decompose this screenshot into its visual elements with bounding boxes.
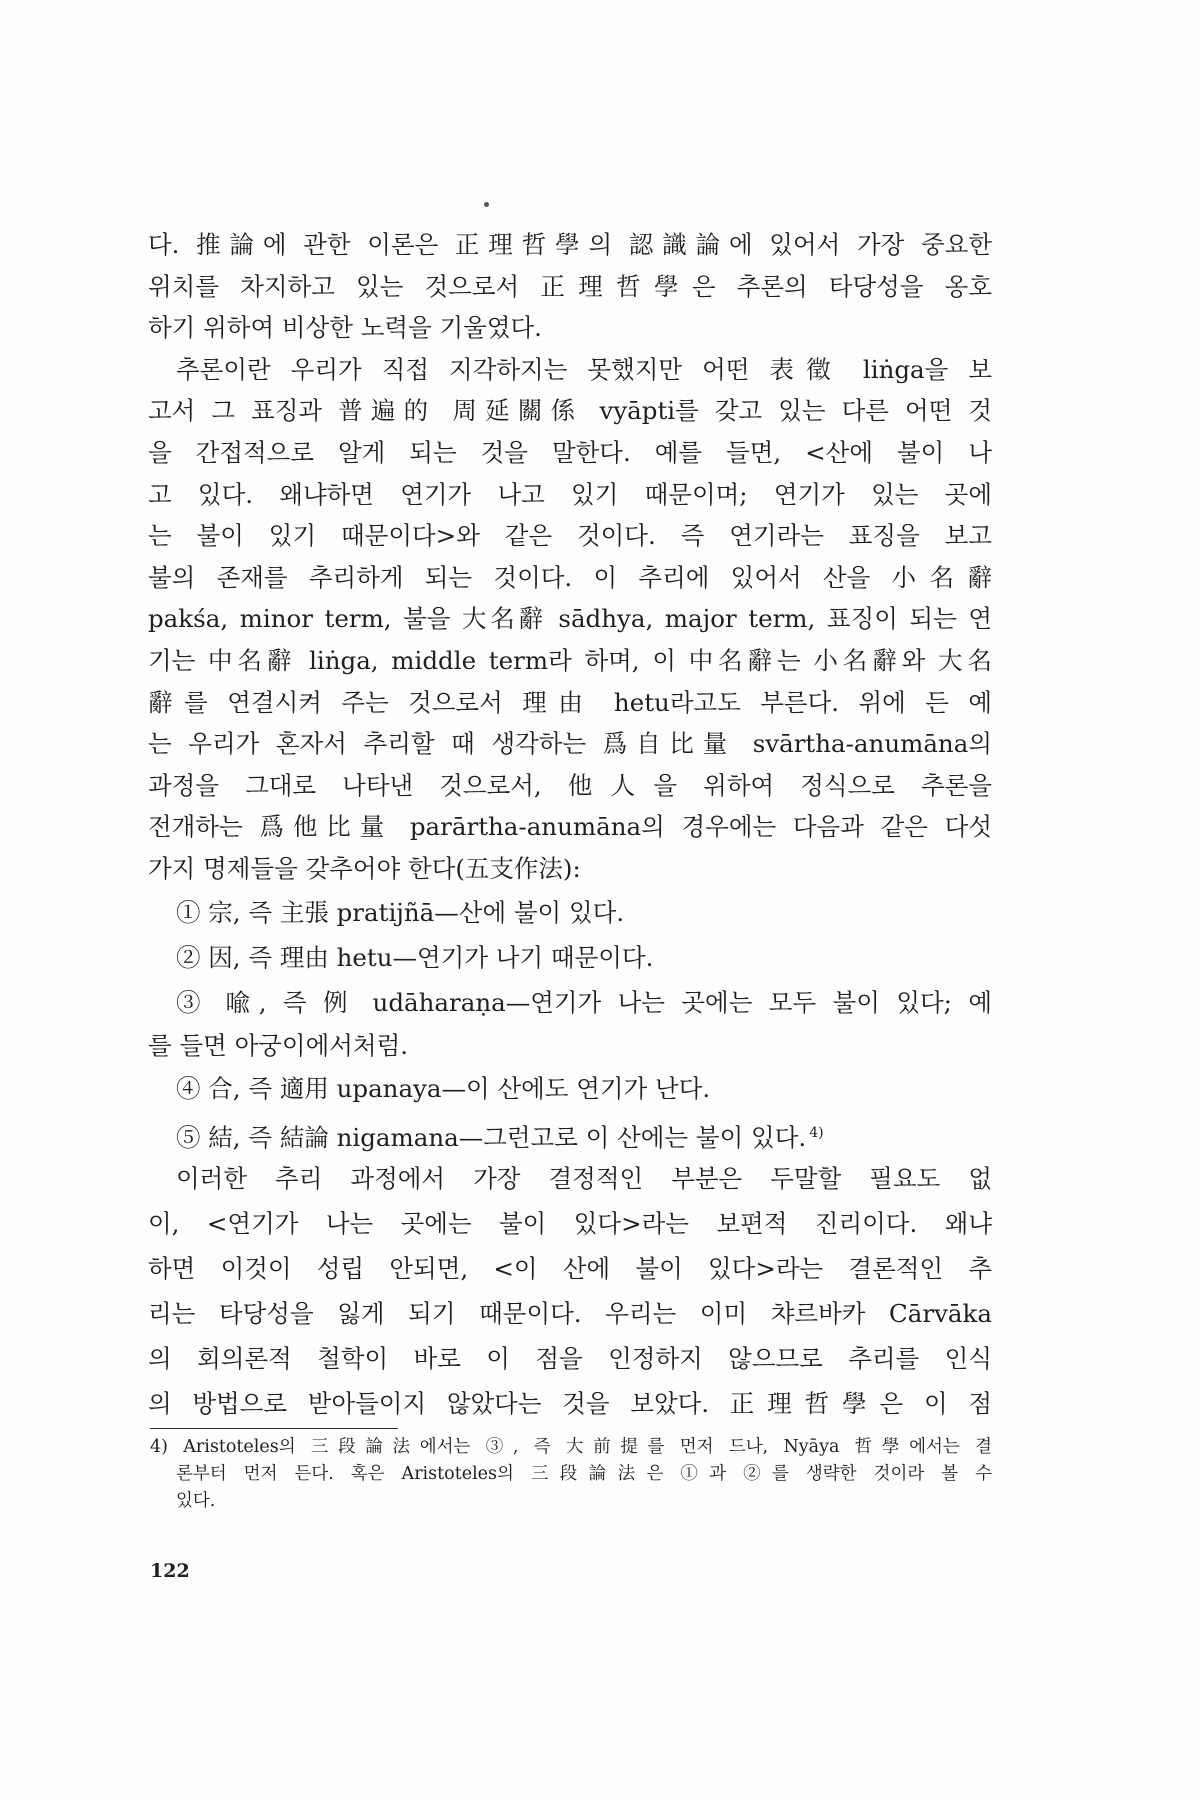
syllogism-step-5-text: ⑤ 結, 즉 結論 nigamana—그런고로 이 산에는 불이 있다. <box>176 1122 807 1152</box>
footnote-ref[interactable]: 4) <box>809 1124 824 1141</box>
footnote-line: 있다. <box>176 1491 216 1511</box>
text-line: 이, <연기가 나는 곳에는 불이 있다>라는 보편적 진리이다. 왜냐 <box>148 1208 992 1238</box>
text-line: 辭를 연결시켜 주는 것으로서 理由 hetu라고도 부른다. 위에 든 예 <box>148 687 992 717</box>
text-line: 리는 타당성을 잃게 되기 때문이다. 우리는 이미 챠르바카 Cārvāka <box>148 1298 992 1328</box>
syllogism-step-3-cont: 를 들면 아궁이에서처럼. <box>148 1030 409 1060</box>
text-line: 과정을 그대로 나타낸 것으로서, 他人을 위하여 정식으로 추론을 <box>148 770 992 800</box>
text-line: pakśa, minor term, 불을 大名辭 sādhya, major term, 표징이 되는 연 <box>148 604 992 634</box>
footnote-line: 론부터 먼저 든다. 혹은 Aristoteles의 三段論法은 ①과 ②를 생략한 것이라 볼 수 <box>176 1464 992 1484</box>
printer-mark <box>484 202 489 207</box>
text-line: 고 있다. 왜냐하면 연기가 나고 있기 때문이며; 연기가 있는 곳에 <box>148 479 992 509</box>
text-line: 추론이란 우리가 직접 지각하지는 못했지만 어떤 表徵 liṅga을 보 <box>176 354 992 384</box>
footnote-line: 4) Aristoteles의 三段論法에서는 ③, 즉 大前提를 먼저 드나, Nyāya 哲學에서는 결 <box>150 1437 992 1457</box>
text-line: 위치를 차지하고 있는 것으로서 正理哲學은 추론의 타당성을 옹호 <box>148 271 992 301</box>
syllogism-step-1: ① 宗, 즉 主張 pratijñā—산에 불이 있다. <box>176 897 625 927</box>
text-line: 불의 존재를 추리하게 되는 것이다. 이 추리에 있어서 산을 小名辭 <box>148 562 992 592</box>
syllogism-step-5 <box>148 1111 992 1156</box>
syllogism-step-4: ④ 合, 즉 適用 upanaya—이 산에도 연기가 난다. <box>176 1073 711 1103</box>
main-text <box>148 224 992 1426</box>
text-line: 하기 위하여 비상한 노력을 기울였다. <box>148 313 542 343</box>
text-line: 의 방법으로 받아들이지 않았다는 것을 보았다. 正理哲學은 이 점 <box>148 1388 992 1418</box>
text-line: 을 간접적으로 알게 되는 것을 말한다. 예를 들면, <산에 불이 나 <box>148 437 992 467</box>
text-line: 이러한 추리 과정에서 가장 결정적인 부분은 두말할 필요도 없 <box>176 1163 992 1193</box>
footnote-divider <box>150 1428 398 1429</box>
text-line: 하면 이것이 성립 안되면, <이 산에 불이 있다>라는 결론적인 추 <box>148 1253 992 1283</box>
syllogism-step-3: ③ 喩, 즉 例 udāharaṇa—연기가 나는 곳에는 모두 불이 있다; 예 <box>176 987 992 1017</box>
text-line: 전개하는 爲他比量 parārtha-anumāna의 경우에는 다음과 같은 다섯 <box>148 812 992 842</box>
text-line: 가지 명제들을 갖추어야 한다(五支作法): <box>148 853 581 883</box>
text-line: 기는 中名辭 liṅga, middle term라 하며, 이 中名辭는 小名辭와 大名 <box>148 645 992 675</box>
text-line: 다. 推論에 관한 이론은 正理哲學의 認識論에 있어서 가장 중요한 <box>148 230 992 259</box>
syllogism-step-2: ② 因, 즉 理由 hetu—연기가 나기 때문이다. <box>176 942 654 972</box>
text-line: 는 우리가 혼자서 추리할 때 생각하는 爲自比量 svārtha-anumāna의 <box>148 729 992 759</box>
text-line: 는 불이 있기 때문이다>와 같은 것이다. 즉 연기라는 표징을 보고 <box>148 521 992 551</box>
footnote <box>150 1434 992 1515</box>
page-number: 122 <box>150 1560 190 1582</box>
text-line: 의 회의론적 철학이 바로 이 점을 인정하지 않으므로 추리를 인식 <box>148 1343 992 1373</box>
text-line: 고서 그 표징과 普遍的 周延關係 vyāpti를 갖고 있는 다른 어떤 것 <box>148 396 992 426</box>
